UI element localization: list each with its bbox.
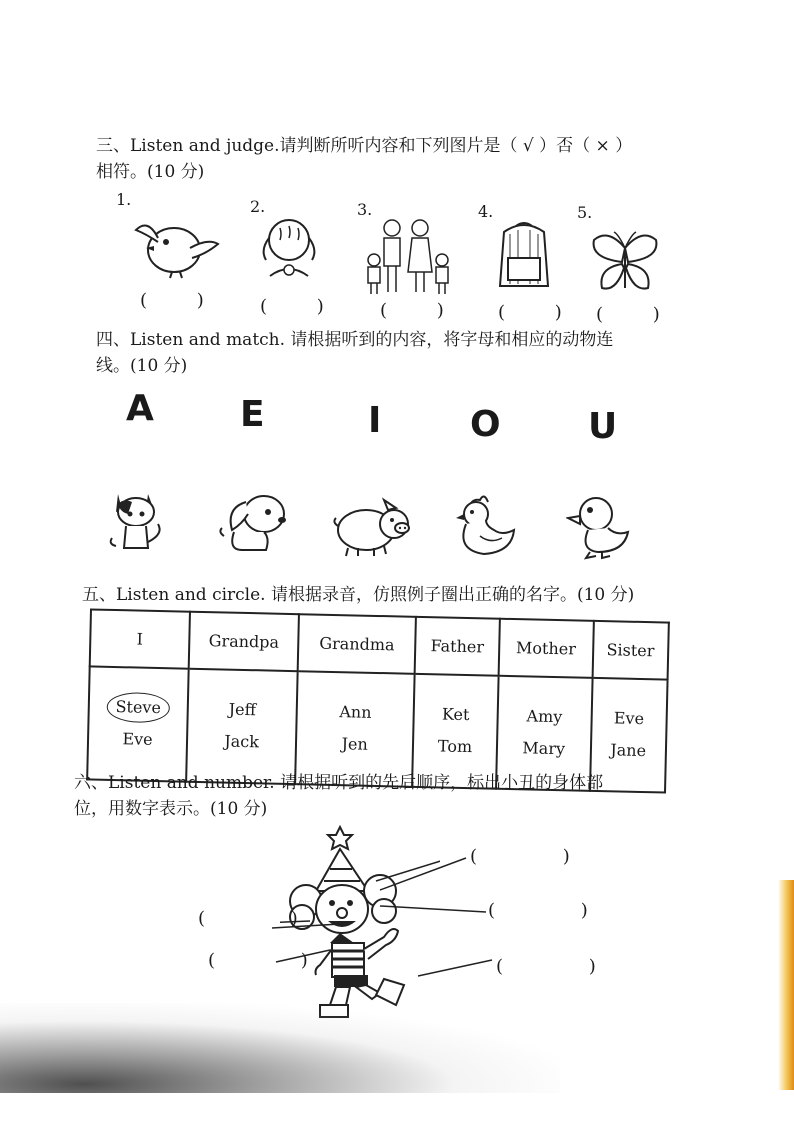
name-option[interactable]: Ann [339,702,372,723]
girl-icon [256,214,322,284]
number-blank-2[interactable]: ( ) [488,900,628,921]
number-blank-4[interactable]: ( ) [208,950,348,971]
item-number-2: 2. [250,197,266,216]
scan-shadow [0,1003,560,1093]
table-header: Mother [499,619,594,678]
table-header: Sister [592,621,669,679]
names-table [86,608,670,793]
name-option[interactable]: Jane [610,740,647,761]
family-icon [362,214,454,296]
dog-icon[interactable] [212,488,294,556]
name-option[interactable]: Jack [224,731,260,752]
name-option[interactable]: Tom [437,736,473,757]
section4-heading-line1: 四、Listen and match. 请根据听到的内容，将字母和相应的动物连 [96,330,614,350]
letter-i[interactable]: I [368,400,382,441]
letter-u[interactable]: U [588,406,618,447]
number-blank-3[interactable]: ( ) [198,908,338,929]
answer-blank-3[interactable]: ( ) [380,300,466,321]
table-header: Father [415,617,500,676]
letter-e[interactable]: E [240,394,265,435]
item-number-1: 1. [116,190,132,209]
section3-heading-line2: 相符。(10 分) [96,162,205,182]
section3-heading [96,133,706,185]
scan-edge [778,880,794,1090]
name-option[interactable]: Eve [613,708,645,729]
name-option[interactable]: Mary [522,738,566,759]
section3-heading-line1: 三、Listen and judge.请判断所听内容和下列图片是（ √ ）否（ × ） [96,136,633,156]
bird-icon [128,208,220,280]
table-header: I [90,609,190,668]
answer-blank-4[interactable]: ( ) [498,302,584,323]
cat-icon[interactable] [104,484,170,554]
section6-heading [74,770,694,822]
name-option[interactable]: Eve [122,729,153,750]
answer-blank-5[interactable]: ( ) [596,304,682,325]
section6-heading-line1: 六、Listen and number. 请根据听到的先后顺序，标出小丑的身体部 [74,773,604,793]
number-blank-1[interactable]: ( ) [470,846,610,867]
letter-a[interactable]: A [126,388,154,429]
circled-name[interactable]: Steve [106,692,170,723]
number-blank-5[interactable]: ( ) [496,956,636,977]
section4-heading [96,327,706,379]
item-number-3: 3. [357,200,373,219]
section4-heading-line2: 线。(10 分) [96,356,188,376]
item-number-5: 5. [577,203,593,222]
name-cell [87,666,188,782]
answer-blank-2[interactable]: ( ) [260,296,346,317]
name-option[interactable]: Jen [341,734,369,755]
letter-o[interactable]: O [470,404,501,445]
table-header: Grandpa [189,612,300,671]
backpack-icon [488,220,560,292]
table-header: Grandma [298,614,416,673]
duck-icon[interactable] [566,492,636,560]
name-option[interactable]: Jeff [228,699,257,720]
hen-icon[interactable] [450,490,520,560]
item-number-4: 4. [478,202,494,221]
pig-icon[interactable] [330,496,414,558]
name-option[interactable]: Amy [526,706,563,727]
section6-heading-line2: 位，用数字表示。(10 分) [74,799,268,819]
butterfly-icon [588,228,662,298]
name-cell [186,668,298,784]
name-option[interactable]: Ket [441,704,470,725]
section5-heading: 五、Listen and circle. 请根据录音，仿照例子圈出正确的名字。(10 分) [82,585,635,605]
answer-blank-1[interactable]: ( ) [140,290,226,311]
